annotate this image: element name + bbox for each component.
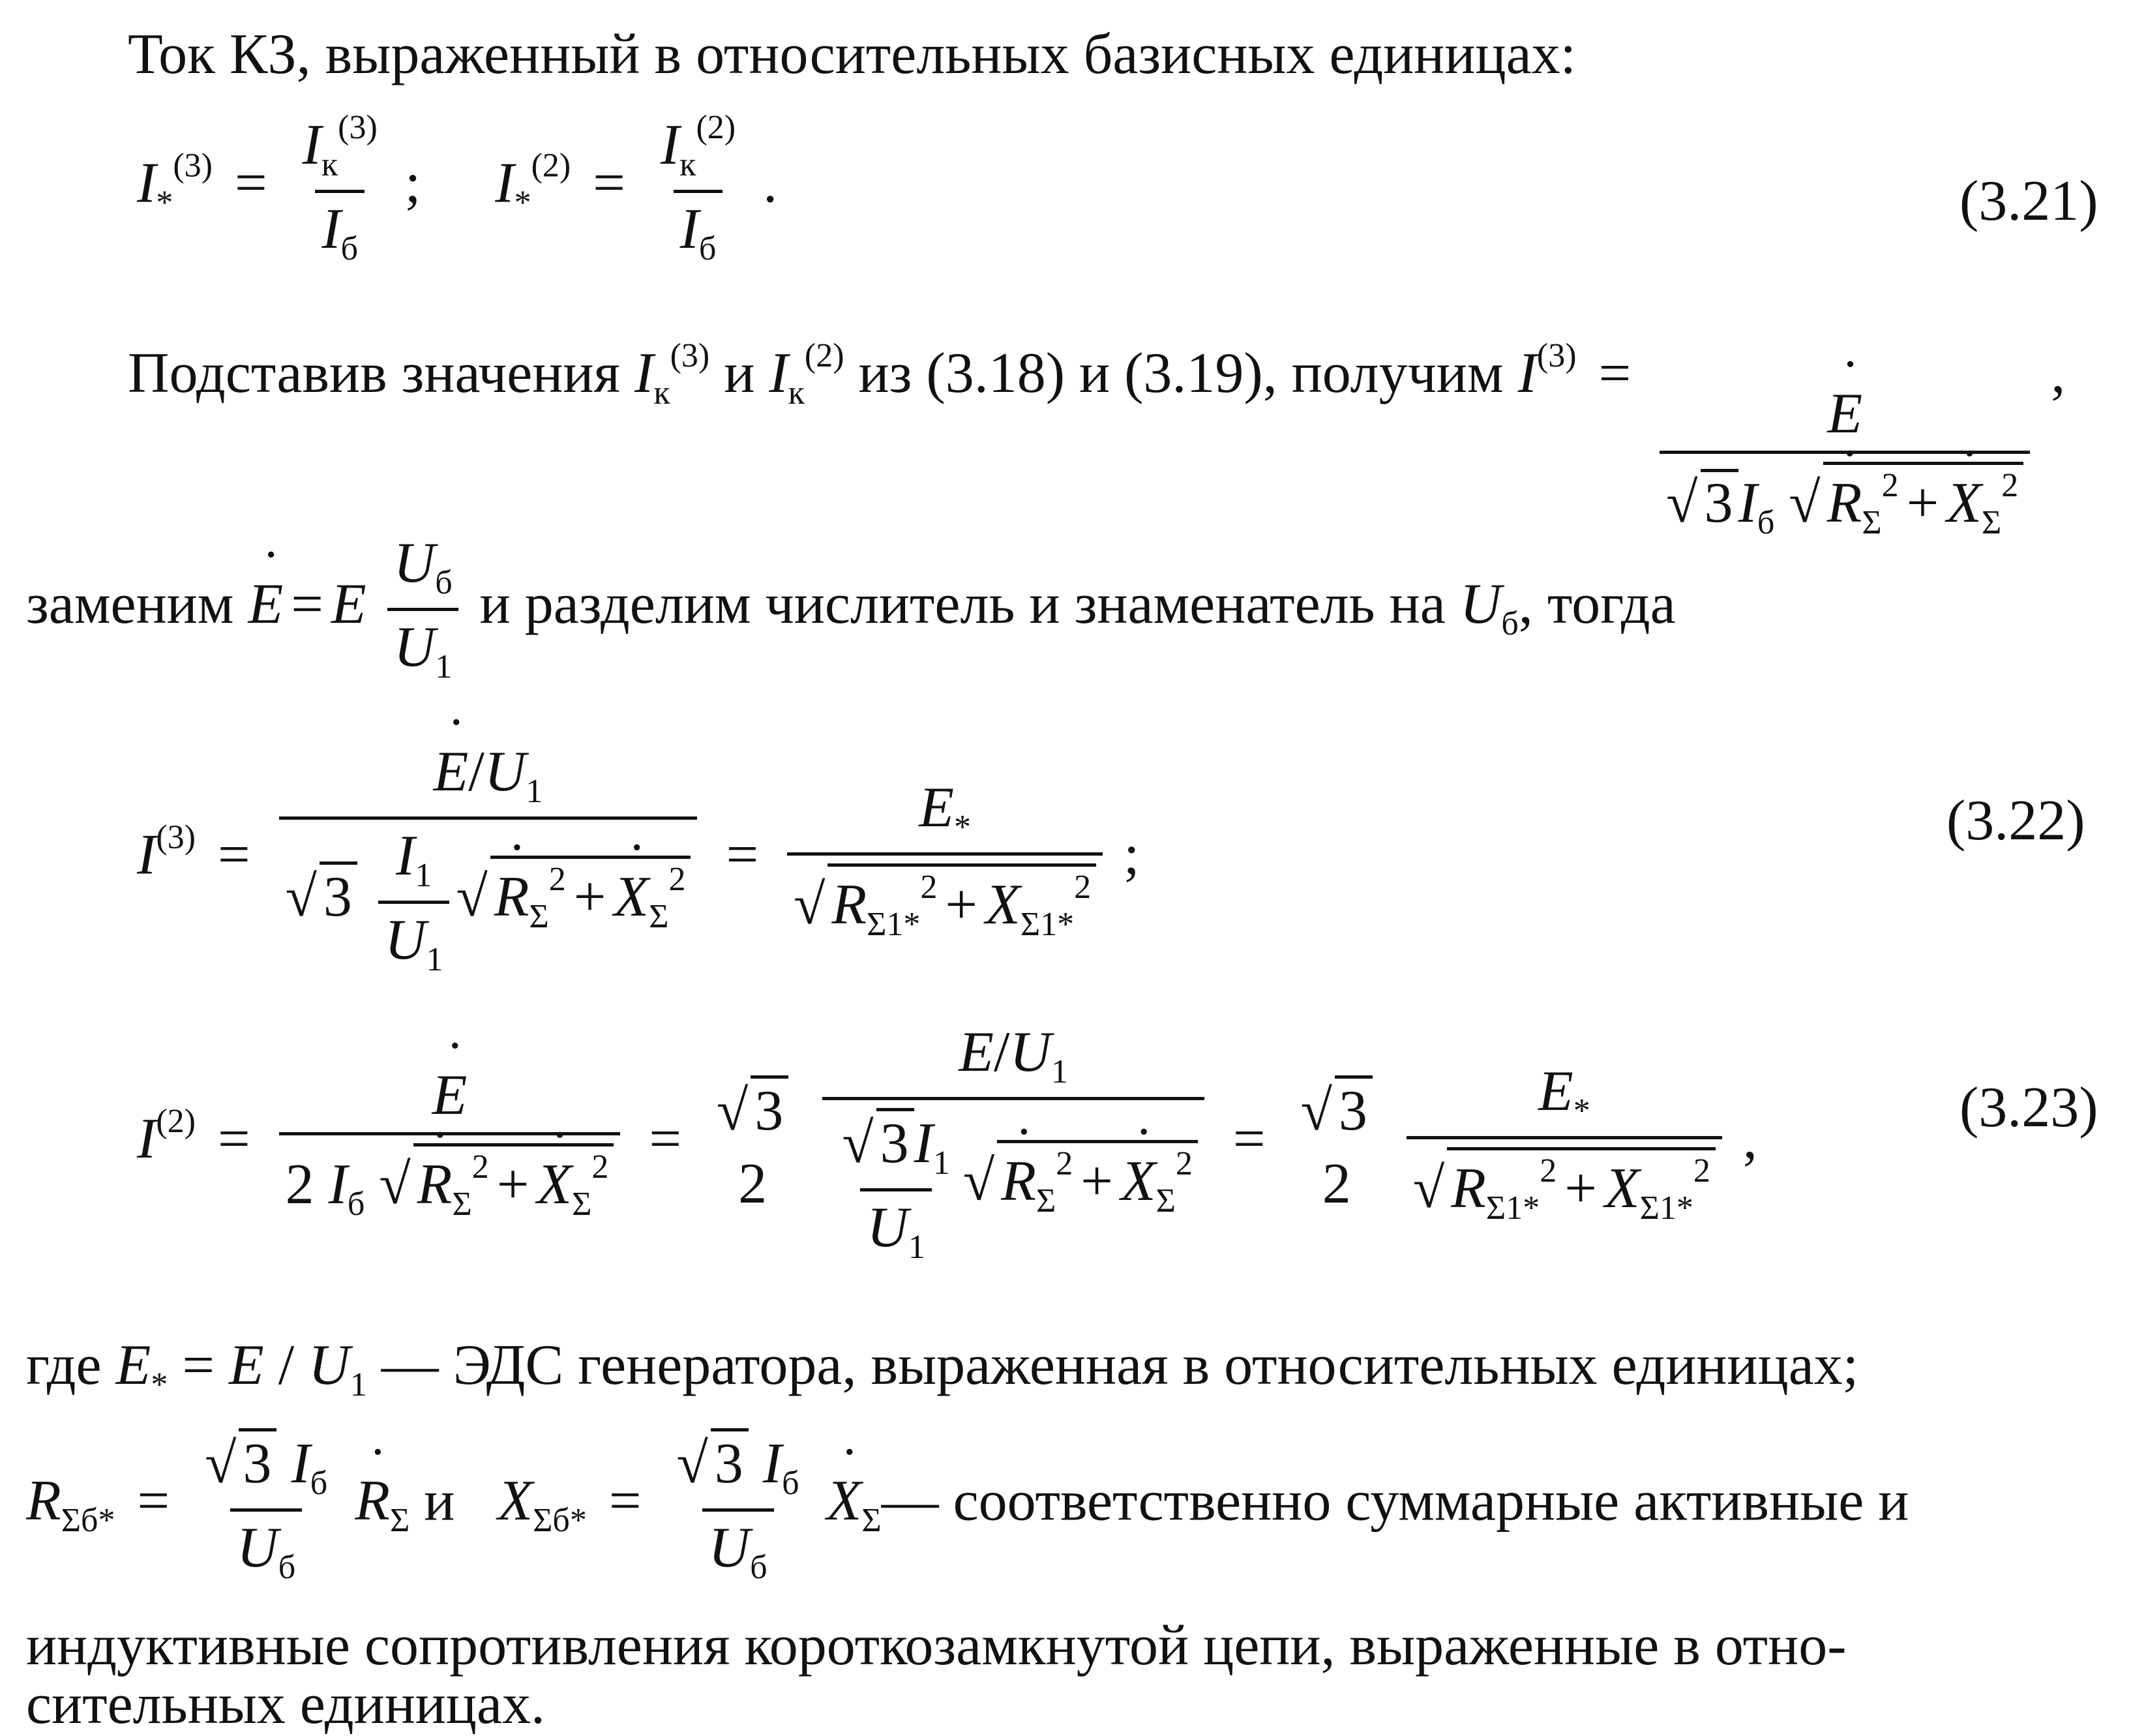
- equation-number-3-21: (3.21): [1960, 170, 2098, 233]
- paragraph-where: где $E_* = E / U_1$ — ЭДС генератора, выраженная в относительных единицах;: [26, 1334, 1859, 1404]
- equation-3-21: $I_*^{(3)}$ = $\frac{I_к^{(3)}}{I_б}$ ; $I_*^{(2)}$ = $\frac{I_к^{(2)}}{I_б}$ .: [137, 109, 778, 268]
- equation-3-23: $I^{(2)}$ = ˙ $\frac{E}{2 I_б √˙ R_\Sigma^2 +˙ X_\Sigma^2}$ = √ 3 2 $E/U_1$ $\frac{√ 3I_1}{U_1}$ √˙ $R_\Sigma^2$ +˙ $X_\Sigma^2$ = √ 3 2 $\frac{E_*}{√ R_{\Sigma 1*}^2 + X_{\Sigma 1*}^2}$ ,: [137, 1024, 1757, 1265]
- equation-number-3-23: (3.23): [1960, 1076, 2098, 1139]
- paragraph-intro: Ток КЗ, выраженный в относительных базисных единицах:: [128, 23, 1577, 86]
- paragraph-substitution: Подставив значения $I_к^{(3)}$ и $I_к^{(2)}$ из (3.18) и (3.19), получим $I^{(3)}$ = ˙ $\frac{E}{√ 3I_б √˙ R_\Sigma^2 +˙ X_\Sigma^2}$ ,: [128, 339, 2065, 540]
- equation-3-22: $I^{(3)}$ = ˙ $E/U_1$ √ 3 $\frac{I_1}{U_1}$ √˙ $R_\Sigma^2$ +˙ $X_\Sigma^2$ = $\frac{E_*}{√ R_{\Sigma 1*}^2 + X_{\Sigma 1*}^2}$ ;: [137, 743, 1140, 978]
- paragraph-end: сительных единицах.: [26, 1673, 546, 1736]
- paragraph-resistances: $R_{\Sigma б*}$ = $\frac{√ 3 I_б}{U_б}$ ˙ $R_\Sigma$ и $X_{\Sigma б*}$ = $\frac{√ 3 I_б}{U_б}$ ˙ $X_\Sigma—$ соответственно суммарные активные и: [26, 1428, 1909, 1585]
- paragraph-inductive: индуктивные сопротивления короткозамкнутой цепи, выраженные в отно-: [26, 1614, 1847, 1677]
- paragraph-replace: заменим ˙ E = E $\frac{U_б}{U_1}$ и разделим числитель и знаменатель на $U_б$, тогда: [26, 535, 1676, 684]
- equation-number-3-22: (3.22): [1946, 789, 2085, 852]
